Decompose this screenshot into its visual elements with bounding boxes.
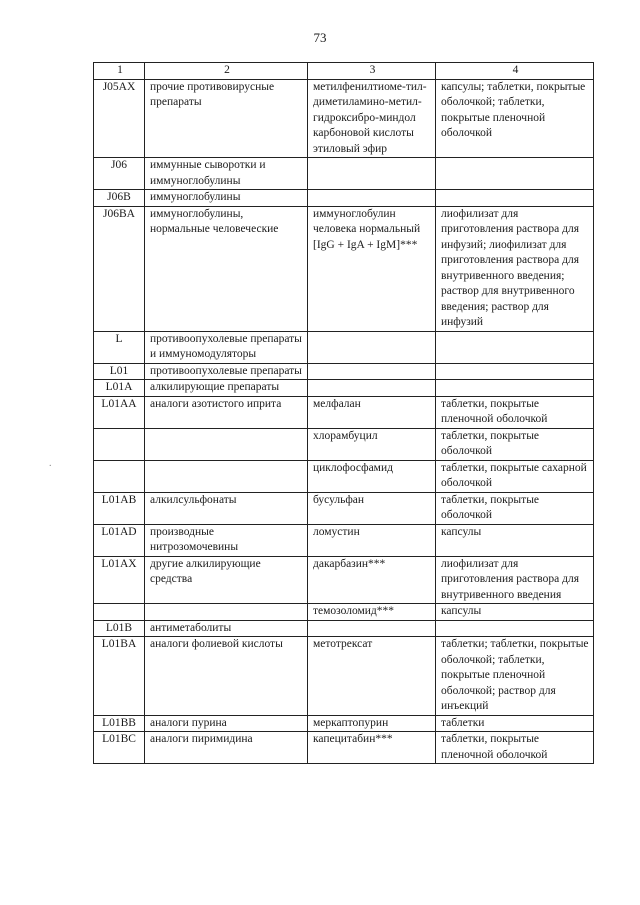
form-cell: таблетки, покрытые оболочкой [436,492,594,524]
form-cell: капсулы [436,604,594,621]
code-cell [94,428,145,460]
group-cell: аналоги фолиевой кислоты [145,637,308,716]
table-row [94,206,594,331]
name-cell: иммуноглобулин человека нормальный [IgG + IgA + IgM]*** [308,206,436,331]
form-cell: таблетки, покрытые пленочной оболочкой [436,732,594,764]
table-row [94,524,594,556]
name-cell [308,380,436,397]
code-cell: L01BB [94,715,145,732]
name-cell: темозоломид*** [308,604,436,621]
form-cell: лиофилизат для приготовления раствора для внутривенного введения [436,556,594,604]
name-cell: хлорамбуцил [308,428,436,460]
group-cell: противоопухолевые препараты [145,363,308,380]
group-cell: аналоги пурина [145,715,308,732]
group-cell: алкилирующие препараты [145,380,308,397]
code-cell: L01AX [94,556,145,604]
table-row [94,158,594,190]
code-cell: L01BC [94,732,145,764]
table-row [94,331,594,363]
name-cell: метотрексат [308,637,436,716]
code-cell: L01 [94,363,145,380]
form-cell: таблетки, покрытые сахарной оболочкой [436,460,594,492]
group-cell: аналоги пиримидина [145,732,308,764]
table-header [94,63,594,80]
header-col-2: 2 [145,63,308,80]
form-cell [436,158,594,190]
code-cell: L [94,331,145,363]
code-cell: L01AD [94,524,145,556]
name-cell: метилфенилтиоме-тил-диметиламино-метил-гидроксибро-миндол карбоновой кислоты этиловый эфир [308,79,436,158]
code-cell: L01AB [94,492,145,524]
code-cell: J05AX [94,79,145,158]
code-cell: L01A [94,380,145,397]
group-cell: антиметаболиты [145,620,308,637]
group-cell [145,460,308,492]
group-cell: противоопухолевые препараты и иммуномодуляторы [145,331,308,363]
group-cell [145,604,308,621]
name-cell [308,331,436,363]
form-cell: таблетки; таблетки, покрытые оболочкой; таблетки, покрытые пленочной оболочкой; раствор для инъекций [436,637,594,716]
form-cell: таблетки [436,715,594,732]
table-row [94,715,594,732]
group-cell: производные нитрозомочевины [145,524,308,556]
name-cell: ломустин [308,524,436,556]
group-cell: прочие противовирусные препараты [145,79,308,158]
table-row [94,428,594,460]
form-cell [436,190,594,207]
name-cell: циклофосфамид [308,460,436,492]
table-row [94,363,594,380]
group-cell: алкилсульфонаты [145,492,308,524]
name-cell: бусульфан [308,492,436,524]
table-row [94,380,594,397]
table-row [94,556,594,604]
form-cell: лиофилизат для приготовления раствора для инфузий; лиофилизат для приготовления раствора для внутривенного введения; раствор для внутривенного введения; раствор для инфузий [436,206,594,331]
page-number: 73 [313,30,327,45]
form-cell [436,363,594,380]
code-cell [94,460,145,492]
group-cell: иммуноглобулины [145,190,308,207]
code-cell: J06BA [94,206,145,331]
table-row [94,396,594,428]
name-cell [308,190,436,207]
form-cell [436,380,594,397]
table-row [94,620,594,637]
name-cell: капецитабин*** [308,732,436,764]
code-cell: J06B [94,190,145,207]
name-cell: меркаптопурин [308,715,436,732]
code-cell: L01AA [94,396,145,428]
code-cell [94,604,145,621]
group-cell: другие алкилирующие средства [145,556,308,604]
form-cell [436,620,594,637]
table-row [94,637,594,716]
form-cell: таблетки, покрытые пленочной оболочкой [436,396,594,428]
name-cell [308,158,436,190]
code-cell: J06 [94,158,145,190]
form-cell [436,331,594,363]
drug-table [93,62,594,764]
name-cell: дакарбазин*** [308,556,436,604]
group-cell: аналоги азотистого иприта [145,396,308,428]
form-cell: таблетки, покрытые оболочкой [436,428,594,460]
group-cell: иммуноглобулины, нормальные человеческие [145,206,308,331]
table-row [94,190,594,207]
code-cell: L01BA [94,637,145,716]
table-row [94,79,594,158]
form-cell: капсулы [436,524,594,556]
table-row [94,604,594,621]
name-cell [308,363,436,380]
table-row [94,492,594,524]
header-col-1: 1 [94,63,145,80]
form-cell: капсулы; таблетки, покрытые оболочкой; таблетки, покрытые пленочной оболочкой [436,79,594,158]
name-cell: мелфалан [308,396,436,428]
group-cell [145,428,308,460]
table-row [94,460,594,492]
margin-mark: . [49,458,52,469]
name-cell [308,620,436,637]
table-body [94,79,594,764]
header-col-4: 4 [436,63,594,80]
header-col-3: 3 [308,63,436,80]
group-cell: иммунные сыворотки и иммуноглобулины [145,158,308,190]
table-row [94,732,594,764]
code-cell: L01B [94,620,145,637]
